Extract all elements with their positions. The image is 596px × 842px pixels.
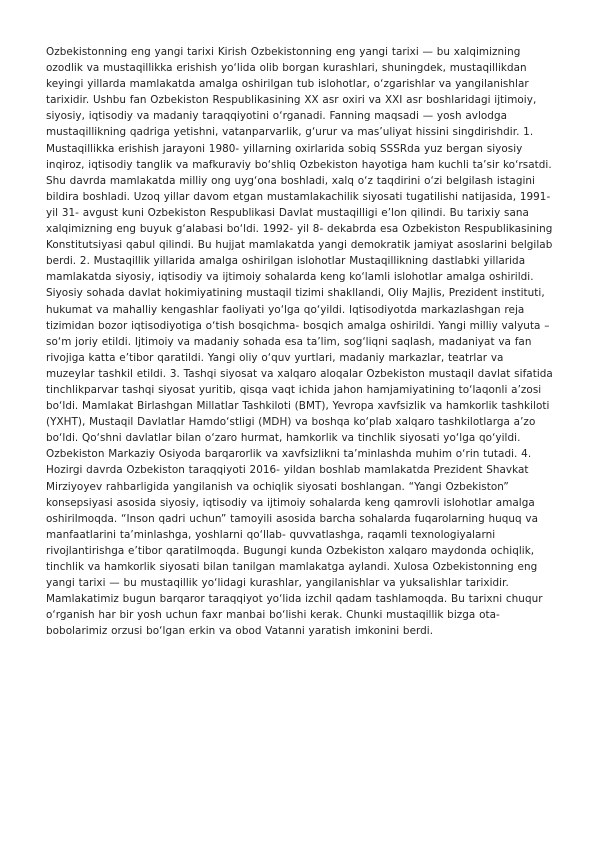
document-body-text: Ozbekistonning eng yangi tarixi Kirish Ozbekistonning eng yangi tarixi — bu xalqimizning ozodlik va mustaqillikka erishish yo‘lida olib borgan kurashlari, shuningdek, mustaqillikdan keyingi yillarda mamlakatda amalga oshirilgan tub islohotlar, o‘zgarishlar va yangilanishlar tarixidir. Ushbu fan Ozbekiston Respublikasining XX asr oxiri va XXI asr boshlaridagi ijtimoiy, siyosiy, iqtisodiy va madaniy taraqqiyotini o‘rganadi. Fanning maqsadi — yosh avlodga mustaqillikning qadriga yetishni, vatanparvarlik, g‘urur va mas’uliyat hissini singdirishdir. 1. Mustaqillikka erishish jarayoni 1980- yillarning oxirlarida sobiq SSSRda yuz bergan siyosiy inqiroz, iqtisodiy tanglik va mafkuraviy bo‘shliq Ozbekiston hayotiga ham kuchli ta’sir ko‘rsatdi. Shu davrda mamlakatda milliy ong uyg‘ona boshladi, xalq o‘z taqdirini o‘zi belgilash istagini bildira boshladi. Uzoq yillar davom etgan mustamlakachilik siyosati tugatilishi natijasida, 1991- yil 31- avgust kuni Ozbekiston Respublikasi Davlat mustaqilligi e’lon qilindi. Bu tarixiy sana xalqimizning eng buyuk g‘alabasi bo‘ldi. 1992- yil 8- dekabrda esa Ozbekiston Respublikasining Konstitutsiyasi qabul qilindi. Bu hujjat mamlakatda yangi demokratik jamiyat asoslarini belgilab berdi. 2. Mustaqillik yillarida amalga oshirilgan islohotlar Mustaqillikning dastlabki yillarida mamlakatda siyosiy, iqtisodiy va ijtimoiy sohalarda keng ko‘lamli islohotlar amalga oshirildi. Siyosiy sohada davlat hokimiyatining mustaqil tizimi shakllandi, Oliy Majlis, Prezident instituti, hukumat va mahalliy kengashlar faoliyati yo‘lga qo‘yildi. Iqtisodiyotda markazlashgan reja tizimidan bozor iqtisodiyotiga o‘tish bosqichma- bosqich amalga oshirildi. Yangi milliy valyuta – so‘m joriy etildi. Ijtimoiy va madaniy sohada esa ta’lim, sog‘liqni saqlash, madaniyat va fan rivojiga katta e’tibor qaratildi. Yangi oliy o‘quv yurtlari, madaniy markazlar, teatrlar va muzeylar tashkil etildi. 3. Tashqi siyosat va xalqaro aloqalar Ozbekiston mustaqil davlat sifatida tinchlikparvar tashqi siyosat yuritib, qisqa vaqt ichida jahon hamjamiyatining to‘laqonli a’zosi bo‘ldi. Mamlakat Birlashgan Millatlar Tashkiloti (BMT), Yevropa xavfsizlik va hamkorlik tashkiloti (YXHT), Mustaqil Davlatlar Hamdo‘stligi (MDH) va boshqa ko‘plab xalqaro tashkilotlarga a’zo bo‘ldi. Qo‘shni davlatlar bilan o‘zaro hurmat, hamkorlik va tinchlik siyosati yo‘lga qo‘yildi. Ozbekiston Markaziy Osiyoda barqarorlik va xavfsizlikni ta’minlashda muhim o‘rin tutadi. 4. Hozirgi davrda Ozbekiston taraqqiyoti 2016- yildan boshlab mamlakatda Prezident Shavkat Mirziyoyev rahbarligida yangilanish va ochiqlik siyosati boshlangan. “Yangi Ozbekiston” konsepsiyasi asosida siyosiy, iqtisodiy va ijtimoiy sohalarda keng qamrovli islohotlar amalga oshirilmoqda. “Inson qadri uchun” tamoyili asosida barcha sohalarda fuqarolarning huquq va manfaatlarini ta’minlashga, yoshlarni qo‘llab- quvvatlashga, raqamli texnologiyalarni rivojlantirishga e’tibor qaratilmoqda. Bugungi kunda Ozbekiston xalqaro maydonda ochiqlik, tinchlik va hamkorlik siyosati bilan tanilgan mamlakatga aylandi. Xulosa Ozbekistonning eng yangi tarixi — bu mustaqillik yo‘lidagi kurashlar, yangilanishlar va yuksalishlar tarixidir. Mamlakatimiz bugun barqaror taraqqiyot yo‘lida izchil qadam tashlamoqda. Bu tarixni chuqur o‘rganish har bir yosh uchun faxr manbai bo‘lishi kerak. Chunki mustaqillik bizga ota- bobolarimiz orzusi bo‘lgan erkin va obod Vatanni yaratish imkonini berdi. bbox=[46, 46, 553, 638]
